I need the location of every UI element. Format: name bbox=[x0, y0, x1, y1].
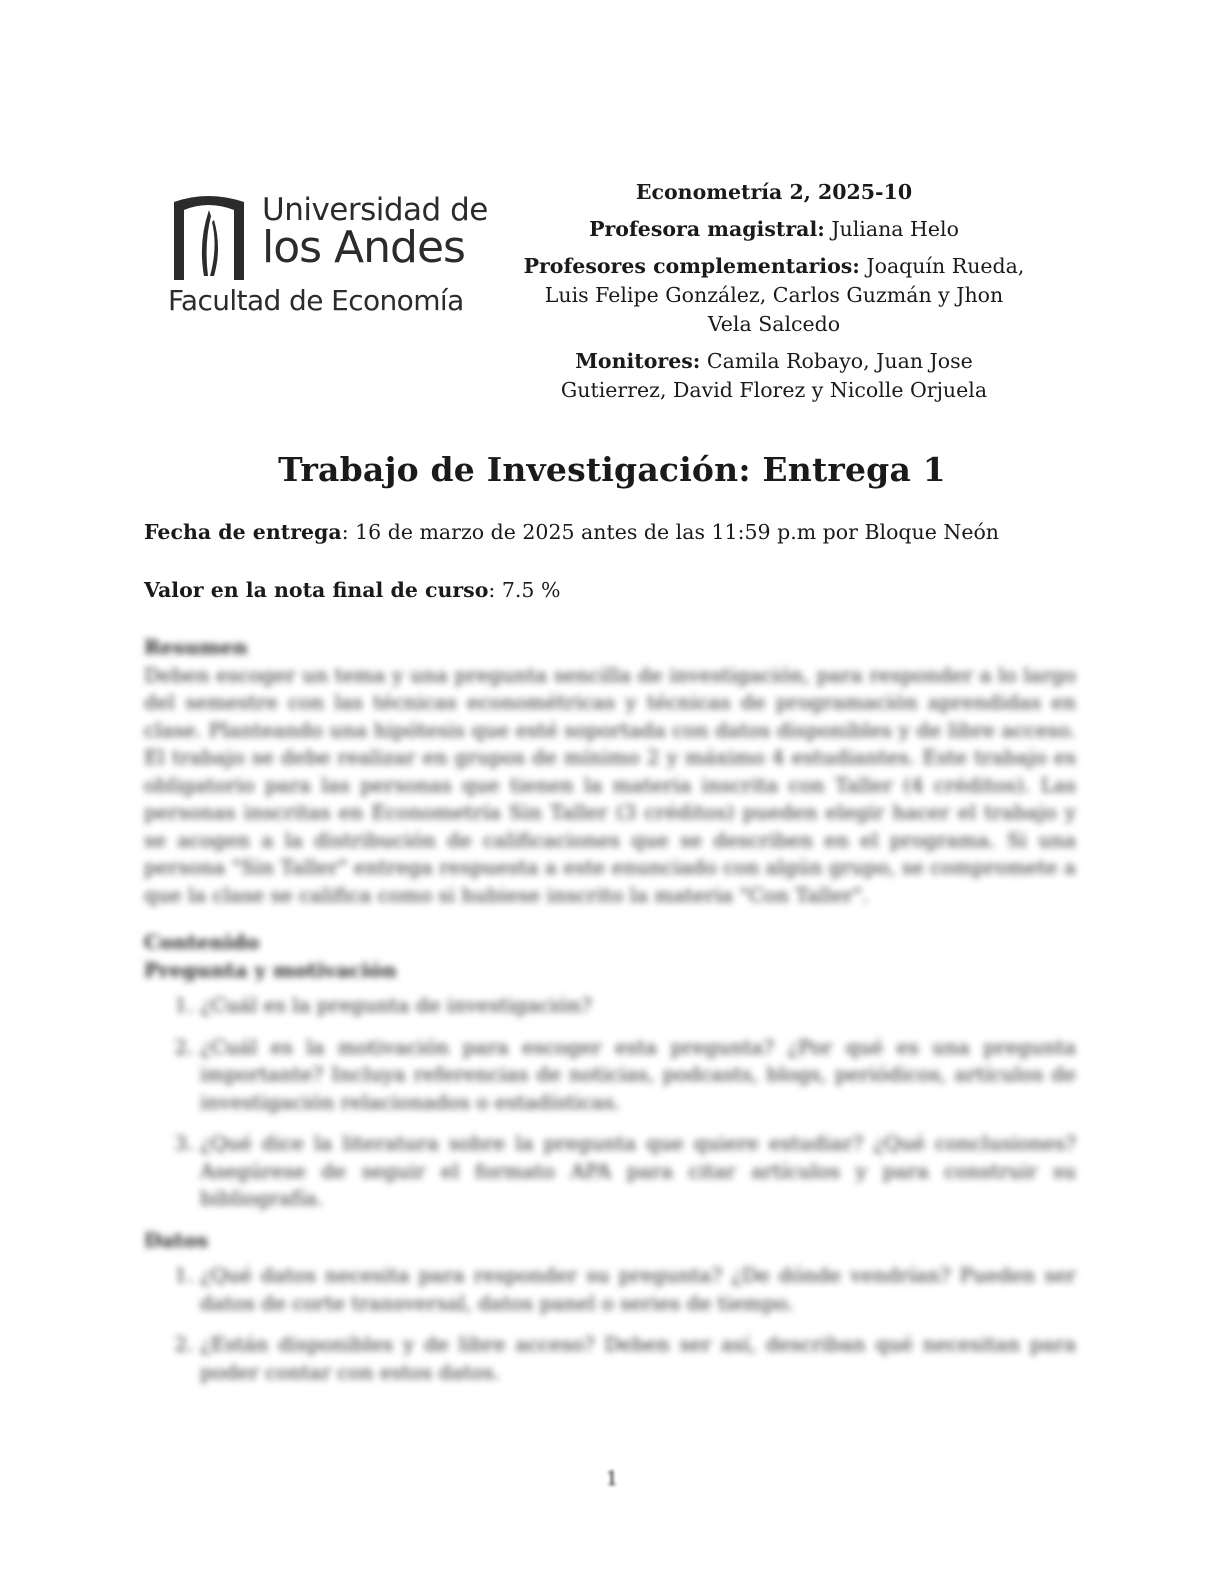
datos-list bbox=[144, 1262, 1076, 1386]
andes-logo-icon bbox=[168, 192, 250, 286]
document-title: Trabajo de Investigación: Entrega 1 bbox=[278, 450, 946, 489]
due-date-label: Fecha de entrega bbox=[144, 520, 342, 544]
list-item: 2. ¿Cuál es la motivación para escoger esta pregunta? ¿Por qué es una pregunta importante? Incluya referencias de noticias, podcasts, blogs, periódicos, artículos de investigación relacionados o estadísticas. bbox=[200, 1034, 1076, 1117]
document-body bbox=[144, 634, 1076, 1400]
logo-text-faculty: Facultad de Economía bbox=[168, 284, 464, 317]
list-item: 3. ¿Qué dice la literatura sobre la pregunta que quiere estudiar? ¿Qué conclusiones? Asegúrese de seguir el formato APA para citar artículos y para construir su bibliografía. bbox=[200, 1130, 1076, 1213]
list-item: 2. ¿Están disponibles y de libre acceso? Deben ser así, describan qué necesitan para poder contar con estos datos. bbox=[200, 1331, 1076, 1386]
grade-weight-value: : 7.5 % bbox=[488, 578, 561, 602]
lead-professor-value: Juliana Helo bbox=[831, 217, 959, 241]
grade-weight-label: Valor en la nota final de curso bbox=[144, 578, 489, 602]
page-number: 1 bbox=[605, 1466, 619, 1490]
due-date bbox=[144, 520, 1084, 544]
resumen-paragraph: Deben escoger un tema y una pregunta sencilla de investigación, para responder a lo largo del semestre con las técnicas econométricas y técnicas de programación aprendidas en clase. Planteando una hipótesis que esté soportada con datos disponibles y de libre acceso. El trabajo se debe realizar en grupos de mínimo 2 y máximo 4 estudiantes. Este trabajo es obligatorio para las personas que tienen la materia inscrita con Taller (4 créditos). Las personas inscritas en Econometría Sin Taller (3 créditos) pueden elegir hacer el trabajo y se acogen a la distribución de calificaciones que se describen en el programa. Si una persona "Sin Taller" entrega respuesta a este enunciado con algún grupo, se compromete a que la clase se califica como si hubiese inscrito la materia "Con Taller". bbox=[144, 662, 1076, 907]
pregunta-list bbox=[144, 992, 1076, 1213]
due-date-value: : 16 de marzo de 2025 antes de las 11:59 p.m por Bloque Neón bbox=[341, 520, 999, 544]
complementary-professors-label: Profesores complementarios: bbox=[523, 254, 860, 278]
grade-weight bbox=[144, 578, 1084, 602]
logo-text-university: Universidad de bbox=[262, 192, 488, 228]
list-item: 1. ¿Qué datos necesita para responder su pregunta? ¿De dónde vendrían? Pueden ser datos de corte transversal, datos panel o series de tiempo. bbox=[200, 1262, 1076, 1317]
datos-heading: Datos bbox=[144, 1227, 209, 1252]
course-name: Econometría 2, 2025-10 bbox=[635, 180, 913, 204]
monitors-value: Camila Robayo, Juan Jose Gutierrez, David Florez y Nicolle Orjuela bbox=[560, 349, 988, 402]
course-info bbox=[520, 178, 1028, 413]
contenido-heading: Contenido bbox=[144, 930, 260, 954]
list-item: 1. ¿Cuál es la pregunta de investigación? bbox=[200, 992, 1076, 1020]
university-logo bbox=[168, 192, 498, 322]
pregunta-subheading: Pregunta y motivación bbox=[144, 957, 397, 982]
complementary-professors-value: Joaquín Rueda, Luis Felipe González, Carlos Guzmán y Jhon Vela Salcedo bbox=[544, 254, 1025, 336]
lead-professor-label: Profesora magistral: bbox=[589, 217, 825, 241]
resumen-heading: Resumen bbox=[144, 635, 248, 659]
monitors-label: Monitores: bbox=[575, 349, 701, 373]
logo-text-los-andes: los Andes bbox=[262, 222, 465, 273]
